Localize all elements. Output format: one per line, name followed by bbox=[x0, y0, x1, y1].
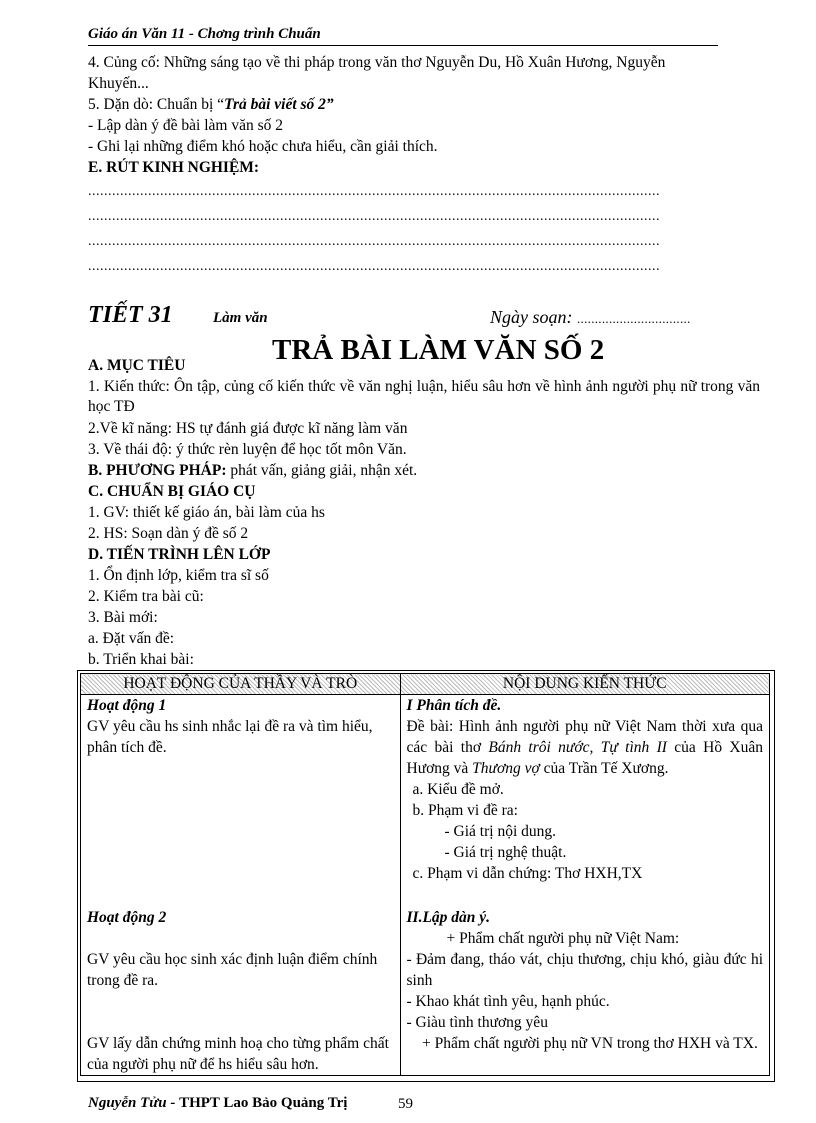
pham-chat-item-2: - Khao khát tình yêu, hạnh phúc. bbox=[406, 993, 610, 1010]
rut-kinh-nghiem-heading: E. RÚT KINH NGHIỆM: bbox=[88, 159, 260, 176]
section-d-item-3: 3. Bài mới: bbox=[88, 609, 158, 626]
section-a-item-2: 2.Về kĩ năng: HS tự đánh giá được kĩ năng làm văn bbox=[88, 420, 408, 437]
de-bai bbox=[407, 716, 764, 779]
pham-chat-item-1: - Đảm đang, tháo vát, chịu thương, chịu khó, giàu đức hi sinh bbox=[406, 951, 763, 989]
activity-1-cell bbox=[81, 695, 401, 908]
intro-line-1: 4. Củng cố: Những sáng tạo về thi pháp trong văn thơ Nguyễn Du, Hồ Xuân Hương, Nguyễn bbox=[88, 54, 666, 71]
page-number: 59 bbox=[398, 1096, 413, 1112]
section-c-heading: C. CHUẨN BỊ GIÁO CỤ bbox=[88, 483, 256, 500]
dotted-line: ............................................................................................................................................... bbox=[88, 259, 660, 274]
dotted-line: ............................................................................................................................................... bbox=[88, 234, 660, 249]
activity-2-text-2: GV lấy dẫn chứng minh hoạ cho từng phẩm chất của người phụ nữ để hs hiểu sâu hơn. bbox=[87, 1035, 389, 1073]
section-b-heading: B. PHƯƠNG PHÁP: bbox=[88, 462, 227, 479]
pham-chat-tho: + Phẩm chất người phụ nữ VN trong thơ HXH và TX. bbox=[406, 1035, 758, 1052]
de-bai-text-mid: của Hồ Xuân Hương và bbox=[406, 739, 763, 777]
activity-2-text-1: GV yêu cầu học sinh xác định luận điểm chính trong đề ra. bbox=[87, 951, 378, 989]
section-d-item-3a: a. Đặt vấn đề: bbox=[88, 630, 175, 647]
section-d-item-1: 1. Ổn định lớp, kiểm tra sĩ số bbox=[88, 567, 269, 584]
activity-2-cell bbox=[81, 907, 401, 1076]
column-header-activities: HOẠT ĐỘNG CỦA THẦY VÀ TRÒ bbox=[81, 674, 401, 695]
lesson-subject: Làm văn bbox=[213, 310, 268, 326]
kieu-de: a. Kiểu đề mở. bbox=[412, 781, 504, 798]
pham-chat-heading: + Phẩm chất người phụ nữ Việt Nam: bbox=[446, 930, 680, 947]
section-1-title: I Phân tích đề. bbox=[406, 697, 502, 714]
section-b-text: phát vấn, giảng giải, nhận xét. bbox=[226, 462, 418, 479]
table-header-row bbox=[81, 674, 770, 695]
dotted-line: ............................................................................................................................................... bbox=[88, 209, 660, 224]
dan-do-label: 5. Dặn dò: Chuẩn bị “ bbox=[88, 96, 225, 113]
content-2-cell bbox=[400, 907, 770, 1076]
activity-1-title: Hoạt động 1 bbox=[87, 697, 167, 714]
table-row bbox=[81, 695, 770, 908]
school-name: THPT Lao Bảo Quảng Trị bbox=[179, 1095, 348, 1111]
spacer bbox=[87, 991, 394, 1033]
prep-date-dots: ................................ bbox=[577, 311, 691, 326]
de-bai-work-1: Bánh trôi nước, Tự tình II bbox=[488, 739, 667, 756]
de-bai-work-2: Thương vợ bbox=[472, 760, 540, 777]
intro-line-5: - Ghi lại những điểm khó hoặc chưa hiểu, cần giải thích. bbox=[88, 138, 438, 155]
section-c-item-1: 1. GV: thiết kế giáo án, bài làm của hs bbox=[88, 504, 325, 521]
de-bai-text: Đề bài: Hình ảnh người phụ nữ Việt Nam thời xưa qua các bài thơ bbox=[406, 718, 763, 756]
section-d-heading: D. TIẾN TRÌNH LÊN LỚP bbox=[88, 546, 271, 563]
table-row bbox=[81, 907, 770, 1076]
intro-line-4: - Lập dàn ý đề bài làm văn số 2 bbox=[88, 117, 283, 134]
section-c-item-2: 2. HS: Soạn dàn ý đề số 2 bbox=[88, 525, 249, 542]
section-b bbox=[88, 461, 417, 481]
dan-do-bold: Trả bài viết số 2” bbox=[224, 96, 334, 113]
activity-2-title: Hoạt động 2 bbox=[87, 909, 167, 926]
pham-vi-dan-chung: c. Phạm vi dẫn chứng: Thơ HXH,TX bbox=[412, 865, 643, 882]
de-bai-text-end: của Trần Tế Xương. bbox=[539, 760, 669, 777]
spacer bbox=[87, 928, 394, 949]
section-a-heading: A. MỤC TIÊU bbox=[88, 357, 186, 374]
content-1-cell bbox=[400, 695, 770, 908]
section-a-item-3: 3. Về thái độ: ý thức rèn luyện để học tốt môn Văn. bbox=[88, 441, 407, 458]
lesson-table bbox=[80, 673, 770, 1076]
section-2-title: II.Lập dàn ý. bbox=[406, 909, 491, 926]
page-header: Giáo án Văn 11 - Chơng trình Chuẩn bbox=[88, 26, 321, 42]
lesson-title: TRẢ BÀI LÀM VĂN SỐ 2 bbox=[272, 334, 605, 366]
header-rule bbox=[88, 45, 718, 46]
section-a-item-1: 1. Kiến thức: Ôn tập, củng cố kiến thức về văn nghị luận, hiểu sâu hơn về hình ảnh người phụ nữ trong văn học TĐ bbox=[88, 378, 760, 415]
column-header-content: NỘI DUNG KIẾN THỨC bbox=[400, 674, 770, 695]
prep-date-label: Ngày soạn: bbox=[490, 307, 577, 327]
intro-line-3 bbox=[88, 95, 334, 115]
lesson-number: TIẾT 31 bbox=[88, 302, 173, 328]
footer-author bbox=[88, 1095, 347, 1112]
dotted-line: ............................................................................................................................................... bbox=[88, 184, 660, 199]
gia-tri-noi-dung: - Giá trị nội dung. bbox=[444, 823, 556, 840]
intro-line-2: Khuyến... bbox=[88, 75, 149, 92]
gia-tri-nghe-thuat: - Giá trị nghệ thuật. bbox=[444, 844, 567, 861]
pham-vi-de: b. Phạm vi đề ra: bbox=[412, 802, 518, 819]
section-d-item-3b: b. Triển khai bài: bbox=[88, 651, 194, 668]
pham-chat-item-3: - Giàu tình thương yêu bbox=[406, 1014, 548, 1031]
activity-1-text: GV yêu cầu hs sinh nhắc lại đề ra và tìm hiểu, phân tích đề. bbox=[87, 718, 373, 756]
prep-date bbox=[490, 307, 691, 328]
section-d-item-2: 2. Kiểm tra bài cũ: bbox=[88, 588, 204, 605]
author-name: Nguyễn Tửu - bbox=[88, 1095, 180, 1111]
